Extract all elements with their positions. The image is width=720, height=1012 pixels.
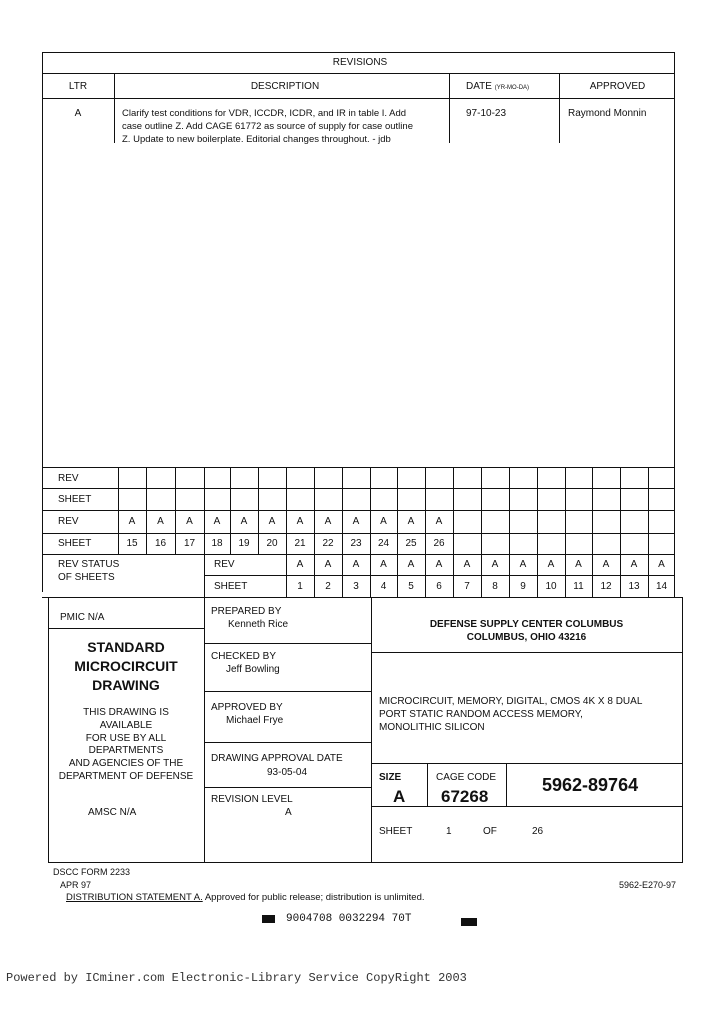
smd-line1: STANDARD [87, 639, 165, 655]
col-description-header: DESCRIPTION [250, 81, 320, 92]
distribution-text: Approved for public release; distribution is unlimited. [204, 892, 425, 903]
grid-line [481, 467, 482, 554]
rev-cell: A [186, 516, 193, 527]
sheet-cell: 21 [294, 538, 306, 549]
rev-status-label-line2: OF SHEETS [58, 572, 115, 583]
row2-sheet-label: SHEET [58, 494, 92, 505]
amsc-label: AMSC N/A [88, 807, 137, 818]
sheet-cell: 6 [436, 581, 442, 592]
rev-cell: A [268, 516, 276, 527]
standard-microcircuit-drawing-title [48, 638, 204, 695]
revision-letter: A [74, 108, 82, 119]
row4-sheet-label: SHEET [58, 538, 92, 549]
sheet-cell: 25 [405, 538, 417, 549]
sheet-cell: 5 [408, 581, 414, 592]
prepared-by-name: Kenneth Rice [228, 619, 289, 630]
sheet-cell: 24 [377, 538, 390, 549]
sheet-cell: 8 [492, 581, 498, 592]
availability-line3: FOR USE BY ALL [85, 732, 167, 744]
rev-cell: A [324, 559, 332, 570]
rev-cell: A [602, 559, 610, 570]
drawing-title-line1: MICROCIRCUIT, MEMORY, DIGITAL, CMOS 4K X 8 DUAL [379, 696, 643, 707]
approval-date-value: 93-05-04 [267, 767, 308, 778]
sheet-cell: 3 [353, 581, 359, 592]
size-value: A [393, 787, 406, 806]
rev-cell: A [240, 516, 248, 527]
sheet-cell: 22 [322, 538, 334, 549]
form-date: APR 97 [60, 880, 92, 890]
sheet-cell: 17 [183, 538, 196, 549]
barcode-mark-right [461, 918, 477, 926]
availability-line2: AVAILABLE [99, 719, 153, 731]
rev-cell: A [435, 516, 443, 527]
rev-cell: A [575, 559, 582, 570]
row6-sheet-label: SHEET [214, 581, 248, 592]
distribution-statement [66, 893, 425, 903]
revision-description-line2: case outline Z. Add CAGE 61772 as source of supply for case outline [122, 121, 413, 132]
rev-cell: A [157, 516, 164, 527]
revisions-title: REVISIONS [332, 57, 388, 68]
rev-cell: A [407, 559, 415, 570]
sheet-cell: 1 [297, 581, 303, 592]
rev-status-label-line1: REV STATUS [58, 559, 120, 570]
rev-cell: A [658, 559, 665, 570]
col-date-format: (YR-MO-DA) [494, 85, 530, 91]
revision-approved-by: Raymond Monnin [568, 108, 647, 119]
sheet-total: 26 [532, 826, 544, 837]
revision-level-value: A [285, 807, 292, 818]
sheet-cell: 19 [238, 538, 250, 549]
rev-cell: A [407, 516, 415, 527]
barcode-text: 9004708 0032294 70T [286, 913, 412, 925]
cage-code-value: 67268 [441, 787, 489, 806]
sheet-cell: 2 [325, 581, 331, 592]
sheet-cell: 23 [350, 538, 362, 549]
cage-code-label: CAGE CODE [436, 772, 497, 783]
sheet-cell: 18 [211, 538, 223, 549]
smd-line3: DRAWING [92, 677, 160, 693]
sheet-label: SHEET [379, 826, 413, 837]
sheet-cell: 12 [600, 581, 612, 592]
sheet-number: 1 [446, 826, 452, 837]
grid-line [509, 467, 510, 554]
sheet-cell: 9 [520, 581, 526, 592]
drawing-title-line3: MONOLITHIC SILICON [379, 722, 485, 733]
availability-statement [48, 707, 204, 784]
col-approved-header: APPROVED [589, 81, 646, 92]
rev-cell: A [380, 559, 387, 570]
agency-block [371, 618, 682, 644]
rev-cell: A [463, 559, 471, 570]
grid-line [648, 467, 649, 554]
row5-rev-label: REV [214, 559, 235, 570]
sheet-cell: 14 [655, 581, 668, 592]
agency-line2: COLUMBUS, OHIO 43216 [466, 632, 587, 643]
form-number: DSCC FORM 2233 [53, 867, 131, 877]
distribution-label: DISTRIBUTION STATEMENT A. [66, 892, 203, 903]
grid-line [620, 467, 621, 554]
rev-cell: A [547, 559, 555, 570]
rev-cell: A [352, 516, 360, 527]
rev-cell: A [213, 516, 221, 527]
revision-level-label: REVISION LEVEL [211, 794, 293, 805]
sheet-cell: 15 [126, 538, 138, 549]
prepared-by-label: PREPARED BY [211, 606, 282, 617]
approved-by-label: APPROVED BY [211, 702, 283, 713]
rev-cell: A [296, 516, 304, 527]
availability-line5: AND AGENCIES OF THE [68, 758, 184, 770]
availability-line6: DEPARTMENT OF DEFENSE [58, 770, 194, 782]
col-ltr-header: LTR [68, 81, 88, 92]
availability-line4: DEPARTMENTS [88, 745, 164, 757]
checked-by-label: CHECKED BY [211, 651, 277, 662]
sheet-cell: 4 [380, 581, 387, 592]
sheet-cell: 11 [573, 581, 584, 592]
sheet-cell: 16 [154, 538, 167, 549]
doc-code: 5962-E270-97 [619, 880, 677, 890]
sheet-cell: 7 [464, 581, 470, 592]
row3-rev-label: REV [58, 516, 79, 527]
barcode-mark-left [262, 915, 275, 923]
grid-line [565, 467, 566, 554]
sheet-cell: 20 [266, 538, 278, 549]
sheet-cell: 13 [628, 581, 640, 592]
rev-cell: A [352, 559, 360, 570]
approved-by-name: Michael Frye [226, 715, 284, 726]
pmic-label: PMIC N/A [60, 612, 105, 623]
rev-cell: A [519, 559, 527, 570]
rev-cell: A [491, 559, 499, 570]
size-label: SIZE [379, 772, 402, 783]
sheet-cell: 10 [545, 581, 557, 592]
grid-line [453, 467, 454, 554]
sheet-of-label: OF [483, 826, 497, 837]
sheet-cell: 26 [433, 538, 445, 549]
revision-description-line1: Clarify test conditions for VDR, ICCDR, ICDR, and IR in table I. Add [122, 108, 407, 119]
rev-cell: A [435, 559, 443, 570]
rev-cell: A [128, 516, 136, 527]
agency-line1: DEFENSE SUPPLY CENTER COLUMBUS [429, 619, 624, 630]
revision-date: 97-10-23 [466, 108, 507, 119]
rev-cell: A [324, 516, 332, 527]
rev-cell: A [630, 559, 638, 570]
smd-line2: MICROCIRCUIT [74, 658, 178, 674]
revision-description-line3: Z. Update to new boilerplate. Editorial changes throughout. - jdb [122, 134, 391, 145]
powered-by-notice: Powered by ICminer.com Electronic-Library Service CopyRight 2003 [6, 971, 467, 985]
drawing-title [379, 695, 642, 734]
checked-by-name: Jeff Bowling [226, 664, 280, 675]
approval-date-label: DRAWING APPROVAL DATE [211, 753, 343, 764]
rev-cell: A [380, 516, 387, 527]
row1-rev-label: REV [58, 473, 79, 484]
rev-cell: A [296, 559, 304, 570]
availability-line1: THIS DRAWING IS [83, 707, 169, 718]
drawing-number: 5962-89764 [542, 775, 639, 795]
col-date-header: DATE (YR-MO-DA) [466, 81, 530, 92]
drawing-title-line2: PORT STATIC RANDOM ACCESS MEMORY, [379, 709, 583, 720]
grid-line [592, 467, 593, 554]
grid-line [537, 467, 538, 554]
